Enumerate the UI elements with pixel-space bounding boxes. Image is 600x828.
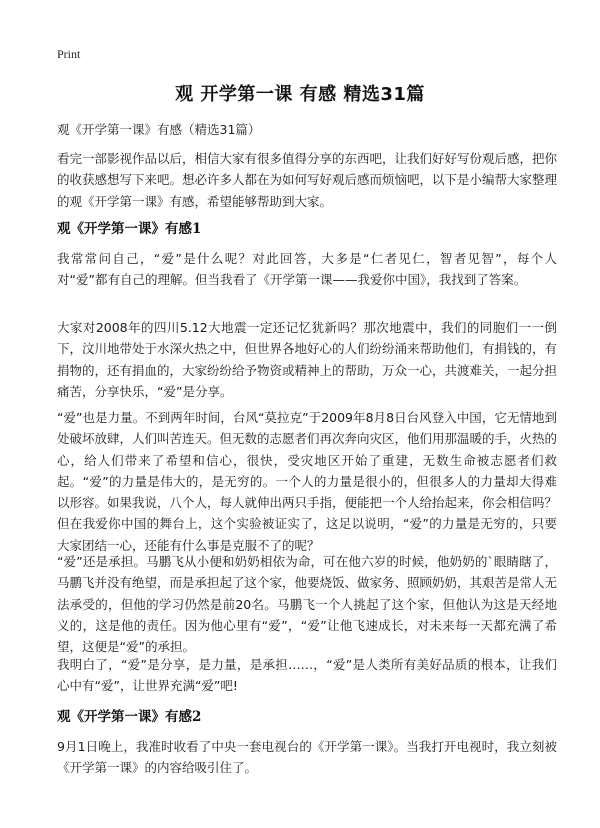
document-subtitle: 观《开学第一课》有感（精选31篇） xyxy=(57,122,261,137)
intro-paragraph: 看完一部影视作品以后，相信大家有很多值得分享的东西吧，让我们好好写份观后感，把你的收获感想写下来吧。想必许多人都在为如何写好观后感而烦恼吧，以下是小编帮大家整理的观《开学第一课》有感，希望能够帮助到大家。 xyxy=(57,151,558,209)
section1-paragraph-5: 我明白了，“爱”是分享，是力量，是承担……，“爱”是人类所有美好品质的根本，让我们心中有“爱”，让世界充满“爱”吧! xyxy=(57,657,557,694)
section2-paragraph-1: 9月1日晚上，我准时收看了中央一套电视台的《开学第一课》。当我打开电视时，我立刻被《开学第一课》的内容给吸引住了。 xyxy=(57,739,557,776)
section1-paragraph-3: “爱”也是力量。不到两年时间，台风“莫拉克”于2009年8月8日台风登入中国，它无情地到处破坏放肆，人们叫苦连天。但无数的志愿者们再次奔向灾区，他们用那温暖的手，火热的心，给人们带来了希望和信心，很快，受灾地区开始了重建，无数生命被志愿者们救起。“爱”的力量是伟大的，是无穷的。一个人的力量是很小的，但很多人的力量却大得难以形容。如果我说，八个人，每人就伸出两只手指，便能把一个人给抬起来，你会相信吗？但在我爱你中国的舞台上，这个实验被证实了，这足以说明，“爱”的力量是无穷的，只要大家团结一心，还能有什么事是克服不了的呢？ xyxy=(57,410,558,553)
section-heading-1: 观《开学第一课》有感1 xyxy=(57,221,202,237)
section1-paragraph-2: 大家对2008年的四川5.12大地震一定还记忆犹新吗？那次地震中，我们的同胞们一一倒下，汶川地带处于水深火热之中，但世界各地好心的人们纷纷涌来帮助他们，有捐钱的，有捐物的，还有捐血的，大家纷纷给予物资或精神上的帮助，万众一心，共渡难关，一起分担痛苦，分享快乐，“爱”是分享。 xyxy=(57,320,558,399)
section1-paragraph-4: “爱”还是承担。马鹏飞从小便和奶奶相依为命，可在他六岁的时候，他奶奶的`眼睛瞎了，马鹏飞并没有绝望，而是承担起了这个家，他要烧饭、做家务、照顾奶奶，其艰苦是常人无法承受的，但他的学习仍然是前20名。马鹏飞一个人挑起了这个家，但他认为这是天经地义的，这是他的责任。因为他心里有“爱”，“爱”让他飞速成长，对未来每一天都充满了希望，这便是“爱”的承担。 xyxy=(57,554,558,655)
page-title: 观 开学第一课 有感 精选31篇 xyxy=(175,84,425,105)
print-label[interactable]: Print xyxy=(57,47,81,61)
section-heading-2: 观《开学第一课》有感2 xyxy=(57,709,202,725)
section1-paragraph-1: 我常常问自己，“爱”是什么呢？对此回答，大多是“仁者见仁，智者见智”，每个人对“爱”都有自己的理解。但当我看了《开学第一课——我爱你中国》，我找到了答案。 xyxy=(57,251,557,288)
